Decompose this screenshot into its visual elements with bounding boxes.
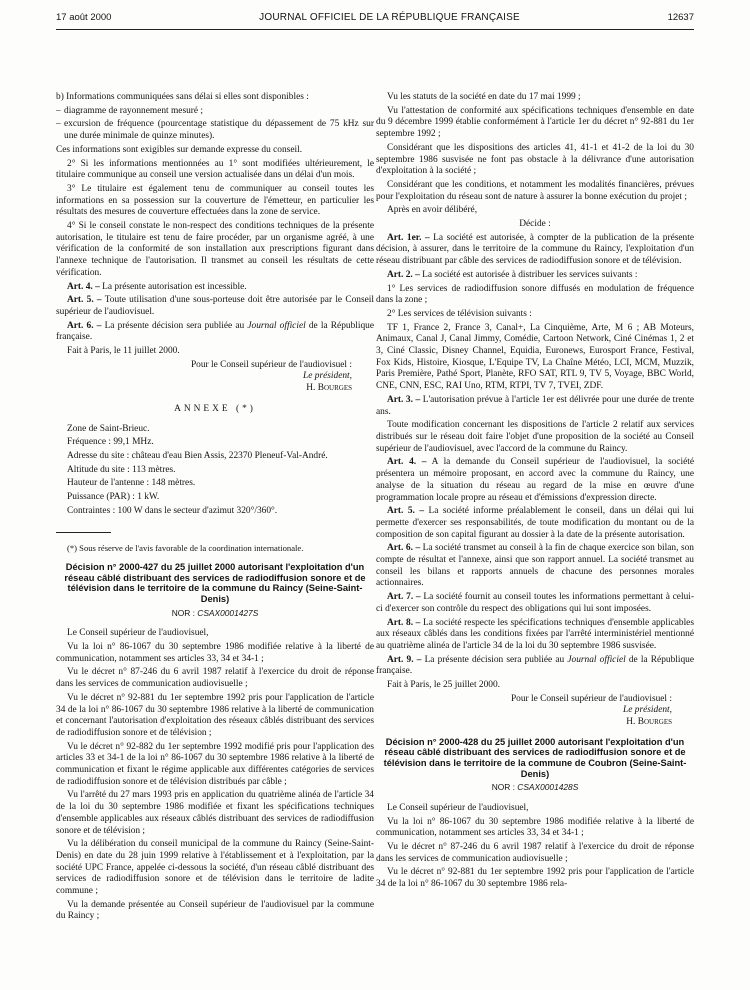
exigible-paragraph: Ces informations sont exigibles sur demande expresse du conseil.: [56, 144, 303, 155]
article-9-text-a: La présente décision sera publiée au: [421, 654, 568, 665]
article-9: [376, 655, 694, 678]
article-2-label: Art. 2. –: [387, 269, 420, 280]
visa-1: Vu la loi n° 86-1067 du 30 septembre 1986 modifiée relative à la liberté de communication, notamment ses articles 33, 34 et 34-1 ;: [56, 641, 374, 664]
annex-address: Adresse du site : château d'eau Bien Assis, 22370 Pleneuf-Val-André.: [67, 450, 328, 461]
visa-statuts: Vu les statuts de la société en date du 17 mai 1999 ;: [387, 92, 581, 102]
article-3-text: L'autorisation prévue à l'article 1er est délivrée pour une durée de trente ans.: [376, 394, 694, 417]
signature-block: [56, 360, 374, 395]
article-6-label: Art. 6. –: [387, 543, 421, 554]
annex-heading: ANNEXE (*): [174, 403, 256, 414]
nor-label: NOR :: [491, 782, 518, 793]
visa-7: Vu la demande présentée au Conseil supérieur de l'audiovisuel par la commune du Raincy ;: [56, 899, 374, 922]
done-at-paris: Fait à Paris, le 11 juillet 2000.: [67, 346, 180, 357]
article-6: [56, 321, 374, 344]
signature-line: Pour le Conseil supérieur de l'audiovisuel :: [510, 693, 672, 704]
article-1-label: Art. 1er. –: [387, 232, 430, 243]
visa-2: Vu le décret n° 87-246 du 6 avril 1987 relatif à l'exercice du droit de réponse dans les services de communication audiovisuelle ;: [56, 667, 374, 690]
visa-6: Vu la délibération du conseil municipal de la commune du Raincy (Seine-Saint-Denis) en date du 28 juin 1999 relative à l'établissement et à l'exploitation, par la société UPC France, appelée ci-dessous la société, d'un réseau câblé distribuant des services de radiodiffusion sonore et de télévision dans le territoire de ladite commune ;: [56, 839, 374, 897]
article-4-label: Art. 4. –: [67, 281, 100, 292]
article-9-text-b: de la République française.: [376, 654, 694, 677]
article-4-label: Art. 4. –: [387, 457, 427, 468]
decision-427-title: Décision n° 2000-427 du 25 juillet 2000 autorisant l'exploitation d'un réseau câblé distribuant des services de radiodiffusion sonore et de télévision dans le territoire de la commune du Raincy (Seine-Saint-Denis): [64, 562, 366, 604]
article-2: [376, 270, 694, 282]
services-tv-list: TF 1, France 2, France 3, Canal+, La Cinquième, Arte, M 6 ; AB Moteurs, Animaux, Canal J, Canal Jimmy, Comédie, Cartoon Network, Ciné Cinémas 1, 2 et 3, Ciné Classic, Disney Channel, Equidia, Euronews, Eurosport France, Festival, Fox Kids, Histoire, Kiosque, L'Equipe TV, La Chaîne Météo, LCI, MCM, Muzzik, Paris Première, Pathé Sport, Planète, RFO SAT, RTL 9, TV 5, Voyage, BBC World, CNE, CNN, ESC, RAI Uno, RTM, RTPI, TV 7, TVEI, ZDF.: [376, 322, 694, 392]
article-6-text: La société transmet au conseil à la fin de chaque exercice son bilan, son compte de résultat et l'annexe, ainsi que son rapport annuel. La société transmet au conseil les bilans et rapports annuels de chacune des personnes morales actionnaires.: [376, 543, 694, 589]
right-column: [376, 92, 694, 893]
info-b-item-1: – diagramme de rayonnement mesuré ;: [56, 106, 374, 118]
article-4: [376, 457, 694, 504]
paragraph-2: 2° Si les informations mentionnées au 1° sont modifiées ultérieurement, le titulaire communique au conseil une version actualisée dans un délai d'un mois.: [56, 158, 374, 181]
signature-line: Pour le Conseil supérieur de l'audiovisuel :: [190, 359, 352, 370]
article-5: [56, 295, 374, 318]
article-6-label: Art. 6. –: [67, 320, 102, 331]
nor-value: CSAX0001428S: [517, 782, 579, 793]
article-1: [376, 233, 694, 268]
decides-heading: Décide :: [519, 219, 551, 230]
article-2-text: La société est autorisée à distribuer les services suivants :: [419, 269, 638, 280]
article-8-label: Art. 8. –: [387, 617, 421, 628]
article-5-label: Art. 5. –: [67, 295, 102, 306]
article-1-text: La société est autorisée, à compter de la publication de la présente décision, à assurer, dans le territoire de la commune du Raincy, l'exploitation d'un réseau distribuant par câble des services de radiodiffusion sonore et de télévision.: [376, 232, 695, 267]
annex-altitude: Altitude du site : 113 mètres.: [67, 464, 176, 475]
article-5-text: Toute utilisation d'une sous-porteuse doit être autorisée par le Conseil supérieur de l'audiovisuel.: [56, 295, 374, 317]
paragraph-3: 3° Le titulaire est également tenu de communiquer au conseil toutes les informations en sa possession sur la couverture de l'émetteur, en particulier les résultats des mesures de couverture effectuées dans la zone de service.: [56, 183, 374, 218]
article-4: [56, 282, 374, 294]
decision-428-title: Décision n° 2000-428 du 25 juillet 2000 autorisant l'exploitation d'un réseau câblé distribuant des services de radiodiffusion sonore et de télévision dans le territoire de la commune de Coubron (Seine-Saint-Denis): [383, 736, 687, 779]
services-tv-heading: 2° Les services de télévision suivants :: [387, 308, 532, 319]
article-9-label: Art. 9. –: [387, 654, 422, 665]
article-6: [376, 543, 694, 590]
signature-role: Le président,: [623, 705, 672, 716]
article-6-text-b: de la République française.: [56, 320, 374, 343]
annex-power: Puissance (PAR) : 1 kW.: [67, 492, 160, 503]
considering-2: Considérant que les conditions, et notamment les modalités financières, prévues pour l'exploitation du réseau sont de nature à assurer la bonne exécution du projet ;: [376, 179, 694, 202]
visa-2: Vu le décret n° 87-246 du 6 avril 1987 relatif à l'exercice du droit de réponse dans les services de communication audiovisuelle ;: [376, 842, 694, 864]
journal-title: JOURNAL OFFICIEL DE LA RÉPUBLIQUE FRANÇAISE: [259, 12, 520, 23]
header-rule: [56, 29, 694, 30]
after-deliberation: Après en avoir délibéré,: [387, 205, 478, 216]
article-3-modification: Toute modification concernant les dispositions de l'article 2 relatif aux services distribués sur le réseau doit faire l'objet d'une proposition de la société au Conseil supérieur de l'audiovisuel, avec l'accord de la commune du Raincy.: [376, 420, 694, 454]
article-3-label: Art. 3. –: [387, 394, 421, 405]
article-6-journal: Journal officiel: [247, 320, 306, 331]
footnote-separator: [56, 532, 111, 533]
article-7-text: La société fournit au conseil toutes les informations permettant à celui-ci d'exercer son contrôle du respect des obligations qui lui sont imposées.: [376, 592, 694, 614]
csa-intro: Le Conseil supérieur de l'audiovisuel,: [387, 802, 529, 813]
signature-block: [376, 694, 694, 729]
visa-3: Vu le décret n° 92-881 du 1er septembre 1992 pris pour l'application de l'article 34 de la loi n° 86-1067 du 30 septembre 1986 rela-: [376, 867, 694, 890]
services-radio: 1° Les services de radiodiffusion sonore diffusés en modulation de fréquence dans la zone ;: [376, 283, 694, 306]
signature-role: Le président,: [303, 371, 352, 382]
article-3: [376, 395, 694, 418]
decision-427-nor: [56, 608, 374, 620]
article-4-text: La présente autorisation est incessible.: [99, 281, 247, 292]
article-5: [376, 506, 694, 541]
article-8-text: La société respecte les spécifications techniques d'ensemble applicables aux réseaux câblés dans les conditions fixées par l'arrêté interministériel mentionné au quatrième alinéa de l'article 34 de la loi du 30 septembre 1986 susvisée.: [376, 617, 694, 651]
article-7: [376, 592, 694, 615]
paragraph-4: 4° Si le conseil constate le non-respect des conditions techniques de la présente autorisation, le titulaire est tenu de faire procéder, par un organisme agréé, à une vérification de la conformité de son installation aux prescriptions figurant dans l'annexe technique de l'autorisation. Il transmet au conseil les résultats de cette vérification.: [56, 221, 374, 278]
article-9-journal: Journal officiel: [567, 654, 626, 665]
annex-constraints: Contraintes : 100 W dans le secteur d'azimut 320°/360°.: [67, 505, 278, 516]
annex-zone: Zone de Saint-Brieuc.: [67, 423, 150, 434]
signature-name: H. Bourges: [306, 383, 352, 394]
header-date: 17 août 2000: [56, 12, 112, 23]
visa-5: Vu l'arrêté du 27 mars 1993 pris en application du quatrième alinéa de l'article 34 de la loi du 30 septembre 1986 modifiée et fixant les spécifications techniques d'ensemble applicables aux réseaux câblés distribuant des services de radiodiffusion sonore et de télévision ;: [56, 790, 374, 836]
article-6-text-a: La présente décision sera publiée au: [101, 320, 248, 331]
annex-frequency: Fréquence : 99,1 MHz.: [67, 437, 154, 448]
page-header: [56, 12, 694, 24]
article-8: [376, 618, 694, 653]
nor-value: CSAX0001427S: [197, 607, 259, 618]
article-7-label: Art. 7. –: [387, 592, 421, 603]
footnote: (*) Sous réserve de l'avis favorable de la coordination internationale.: [67, 542, 304, 553]
annex-antenna-height: Hauteur de l'antenne : 148 mètres.: [67, 478, 196, 489]
visa-4: Vu le décret n° 92-882 du 1er septembre 1992 modifié pris pour l'application des articles 33 et 34-1 de la loi n° 86-1067 du 30 septembre 1986 relative à la liberté de communication et fixant le régime applicable aux différentes catégories de services de radiodiffusion sonore et de télévision distribués par câble ;: [56, 741, 374, 787]
csa-intro: Le Conseil supérieur de l'audiovisuel,: [67, 628, 209, 639]
info-b-item-2: – excursion de fréquence (pourcentage statistique du dépassement de 75 kHz sur une durée minimale de quinze minutes).: [56, 119, 374, 142]
visa-1: Vu la loi n° 86-1067 du 30 septembre 1986 modifiée relative à la liberté de communication, notamment ses articles 33, 34 et 34-1 ;: [376, 816, 694, 839]
article-4-text: A la demande du Conseil supérieur de l'audiovisuel, la société présentera un mémoire proposant, en accord avec la commune du Raincy, une analyse de la situation du réseau au regard de la mise en œuvre d'une programmation locale propre au réseau et d'émissions d'expression directe.: [376, 457, 694, 503]
done-at-paris: Fait à Paris, le 25 juillet 2000.: [387, 680, 501, 691]
signature-name: H. Bourges: [626, 717, 672, 728]
decision-428-nor: [376, 782, 694, 794]
considering-1: Considérant que les dispositions des articles 41, 41-1 et 41-2 de la loi du 30 septembre 1986 susvisée ne font pas obstacle à la délivrance d'une autorisation d'exploitation à la société ;: [376, 142, 694, 177]
nor-label: NOR :: [171, 607, 198, 618]
article-5-text: La société informe préalablement le conseil, dans un délai qui lui permette d'exercer ses responsabilités, de toute modification du montant ou de la composition de son capital figurant au dossier à la date de la présente autorisation.: [376, 506, 694, 540]
page-number: 12637: [667, 12, 694, 23]
left-column: [56, 92, 374, 925]
article-5-label: Art. 5. –: [387, 506, 425, 517]
visa-3: Vu le décret n° 92-881 du 1er septembre 1992 pris pour l'application de l'article 34 de la loi n° 86-1067 du 30 septembre 1986 relative à la liberté de communication et concernant l'autorisation d'exploitation des réseaux câblés distribuant des services de radiodiffusion sonore et de télévision ;: [56, 692, 374, 738]
visa-attestation: Vu l'attestation de conformité aux spécifications techniques d'ensemble en date du 9 décembre 1999 établie conformément à l'article 1er du décret n° 92-881 du 1er septembre 1992 ;: [376, 105, 694, 140]
info-b-paragraph: b) Informations communiquées sans délai si elles sont disponibles :: [56, 92, 309, 102]
